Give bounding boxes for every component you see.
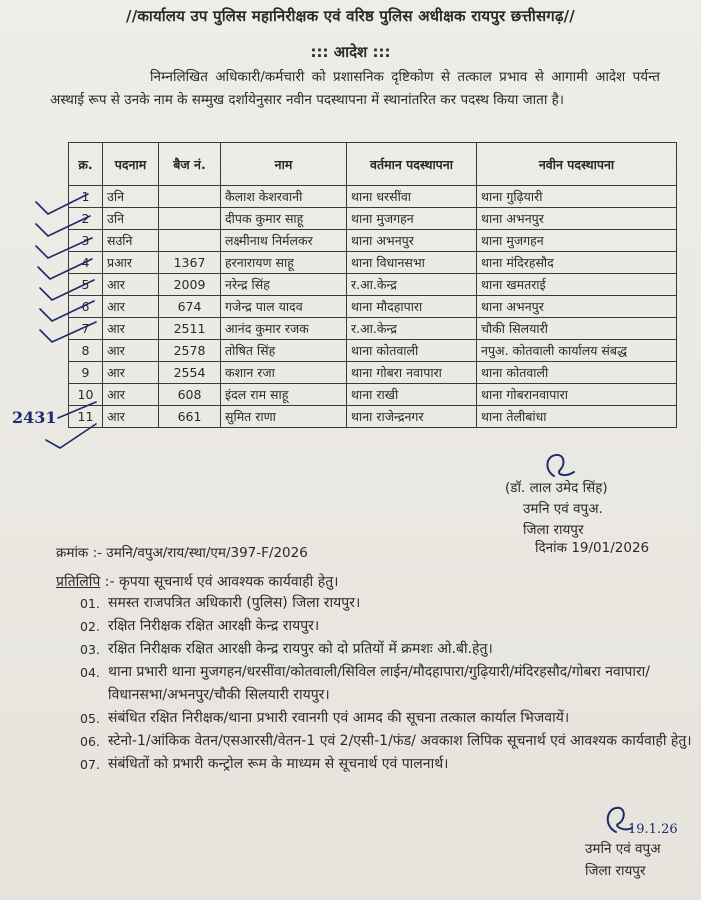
signatory-name: (डॉ. लाल उमेद सिंह) xyxy=(505,480,608,496)
list-item-number: 04. xyxy=(80,665,100,680)
cell-new-posting: थाना कोतवाली xyxy=(477,362,677,384)
cell-current-posting: थाना गोबरा नवापारा xyxy=(347,362,477,384)
col-header-rank: पदनाम xyxy=(103,143,159,186)
cell-current-posting: थाना राजेन्द्रनगर xyxy=(347,406,477,428)
cell-name: कशान रजा xyxy=(221,362,347,384)
list-item-number: 02. xyxy=(80,619,100,634)
table-row xyxy=(69,230,677,252)
footer-handwritten-date: 19.1.26 xyxy=(628,822,678,837)
col-header-new-posting: नवीन पदस्थापना xyxy=(477,143,677,186)
margin-handwritten-number: 2431 xyxy=(12,408,57,427)
cell-sn: 10 xyxy=(69,384,103,406)
cell-rank: आर xyxy=(103,274,159,296)
table-header-row xyxy=(69,143,677,186)
cell-name: लक्ष्मीनाथ निर्मलकर xyxy=(221,230,347,252)
col-header-badge: बैज नं. xyxy=(159,143,221,186)
cell-sn: 2 xyxy=(69,208,103,230)
cell-name: तोषित सिंह xyxy=(221,340,347,362)
footer-designation: उमनि एवं वपुअ xyxy=(585,841,661,857)
signature-block xyxy=(505,478,608,541)
table-row xyxy=(69,362,677,384)
cell-new-posting: थाना अभनपुर xyxy=(477,208,677,230)
copy-to-list xyxy=(80,592,695,776)
list-item-text: संबंधितों को प्रभारी कन्ट्रोल रूम के माध्यम से सूचनार्थ एवं पालनार्थ। xyxy=(108,756,449,772)
cell-current-posting: थाना राखी xyxy=(347,384,477,406)
cell-sn: 5 xyxy=(69,274,103,296)
cell-new-posting: थाना मंदिरहसौद xyxy=(477,252,677,274)
copy-label-rest: :- कृपया सूचनार्थ एवं आवश्यक कार्यवाही हेतु। xyxy=(104,574,339,590)
cell-current-posting: थाना विधानसभा xyxy=(347,252,477,274)
footer-signature-block xyxy=(585,838,661,882)
list-item-number: 07. xyxy=(80,757,100,772)
cell-name: सुमित राणा xyxy=(221,406,347,428)
cell-sn: 3 xyxy=(69,230,103,252)
cell-badge: 661 xyxy=(159,406,221,428)
order-heading: ::: आदेश ::: xyxy=(310,43,391,61)
cell-badge xyxy=(159,208,221,230)
footer-district: जिला रायपुर xyxy=(585,863,646,879)
cell-new-posting: नपुअ. कोतवाली कार्यालय संबद्ध xyxy=(477,340,677,362)
col-header-current-posting: वर्तमान पदस्थापना xyxy=(347,143,477,186)
cell-sn: 8 xyxy=(69,340,103,362)
cell-name: कैलाश केशरवानी xyxy=(221,186,347,208)
cell-name: आनंद कुमार रजक xyxy=(221,318,347,340)
cell-new-posting: थाना अभनपुर xyxy=(477,296,677,318)
list-item xyxy=(80,730,695,753)
table-row xyxy=(69,274,677,296)
list-item-number: 03. xyxy=(80,642,100,657)
cell-rank: आर xyxy=(103,296,159,318)
cell-sn: 1 xyxy=(69,186,103,208)
list-item-text: संबंधित रक्षित निरीक्षक/थाना प्रभारी रवानगी एवं आमद की सूचना तत्काल कार्याल भिजवायें। xyxy=(108,710,570,726)
cell-rank: उनि xyxy=(103,208,159,230)
list-item-text: रक्षित निरीक्षक रक्षित आरक्षी केन्द्र रायपुर को दो प्रतियों में क्रमशः ओ.बी.हेतु। xyxy=(108,641,493,657)
list-item xyxy=(80,707,695,730)
cell-name: दीपक कुमार साहू xyxy=(221,208,347,230)
table-row xyxy=(69,340,677,362)
reference-number: क्रमांक :- उमनि/वपुअ/राय/स्था/एम/397-F/2026 xyxy=(56,545,308,561)
cell-sn: 4 xyxy=(69,252,103,274)
cell-rank: आर xyxy=(103,406,159,428)
list-item xyxy=(80,638,695,661)
cell-current-posting: र.आ.केन्द्र xyxy=(347,274,477,296)
cell-badge: 674 xyxy=(159,296,221,318)
cell-badge: 2554 xyxy=(159,362,221,384)
copy-to-heading xyxy=(56,572,338,591)
table-row xyxy=(69,406,677,428)
cell-rank: आर xyxy=(103,318,159,340)
table-row xyxy=(69,208,677,230)
list-item-number: 06. xyxy=(80,734,100,749)
cell-new-posting: चौकी सिलयारी xyxy=(477,318,677,340)
cell-sn: 7 xyxy=(69,318,103,340)
cell-rank: आर xyxy=(103,362,159,384)
cell-new-posting: थाना तेलीबांधा xyxy=(477,406,677,428)
list-item xyxy=(80,753,695,776)
cell-new-posting: थाना गुढ़ियारी xyxy=(477,186,677,208)
cell-badge: 2578 xyxy=(159,340,221,362)
order-intro-paragraph: निम्नलिखित अधिकारी/कर्मचारी को प्रशासनिक दृष्टिकोण से तत्काल प्रभाव से आगामी आदेश पर्यन्त अस्थाई रूप से उनके नाम के सम्मुख दर्शायेनुसार नवीन पदस्थापना में स्थानांतरित कर पदस्थ किया जाता है। xyxy=(50,69,660,108)
table-row xyxy=(69,186,677,208)
cell-name: गजेन्द्र पाल यादव xyxy=(221,296,347,318)
cell-sn: 6 xyxy=(69,296,103,318)
cell-badge: 608 xyxy=(159,384,221,406)
cell-badge xyxy=(159,186,221,208)
cell-current-posting: र.आ.केन्द्र xyxy=(347,318,477,340)
list-item xyxy=(80,615,695,638)
cell-rank: प्रआर xyxy=(103,252,159,274)
list-item-text: थाना प्रभारी थाना मुजगहन/धरसींवा/कोतवाली/सिविल लाईन/मौदहापारा/गुढ़ियारी/मंदिरहसौद/गोबरा नवापारा/विधानसभा/अभनपुर/चौकी सिलयारी रायपुर। xyxy=(108,664,651,703)
cell-current-posting: थाना मौदहापारा xyxy=(347,296,477,318)
office-title: //कार्यालय उप पुलिस महानिरीक्षक एवं वरिष्ठ पुलिस अधीक्षक रायपुर छत्तीसगढ़// xyxy=(126,7,575,25)
signatory-district: जिला रायपुर xyxy=(523,522,584,538)
cell-sn: 11 xyxy=(69,406,103,428)
cell-badge: 1367 xyxy=(159,252,221,274)
col-header-sn: क्र. xyxy=(69,143,103,186)
cell-rank: सउनि xyxy=(103,230,159,252)
cell-current-posting: थाना कोतवाली xyxy=(347,340,477,362)
list-item xyxy=(80,592,695,615)
cell-new-posting: थाना मुजगहन xyxy=(477,230,677,252)
cell-current-posting: थाना मुजगहन xyxy=(347,208,477,230)
table-row xyxy=(69,252,677,274)
cell-current-posting: थाना अभनपुर xyxy=(347,230,477,252)
reference-date: दिनांक 19/01/2026 xyxy=(535,540,650,556)
cell-rank: उनि xyxy=(103,186,159,208)
list-item-text: रक्षित निरीक्षक रक्षित आरक्षी केन्द्र रायपुर। xyxy=(108,618,320,634)
signatory-designation: उमनि एवं वपुअ. xyxy=(523,501,603,517)
copy-label: प्रतिलिपि xyxy=(56,574,101,590)
cell-new-posting: थाना खमतराई xyxy=(477,274,677,296)
list-item-number: 01. xyxy=(80,596,100,611)
cell-new-posting: थाना गोबरानवापारा xyxy=(477,384,677,406)
cell-badge: 2009 xyxy=(159,274,221,296)
cell-badge: 2511 xyxy=(159,318,221,340)
table-row xyxy=(69,384,677,406)
list-item xyxy=(80,661,695,707)
cell-name: हरनारायण साहू xyxy=(221,252,347,274)
list-item-text: समस्त राजपत्रित अधिकारी (पुलिस) जिला रायपुर। xyxy=(108,595,361,611)
cell-name: इंदल राम साहू xyxy=(221,384,347,406)
posting-table xyxy=(68,142,677,428)
table-row xyxy=(69,318,677,340)
handwritten-tick-marks xyxy=(0,0,120,450)
cell-badge xyxy=(159,230,221,252)
cell-rank: आर xyxy=(103,384,159,406)
list-item-text: स्टेनो-1/आंकिक वेतन/एसआरसी/वेतन-1 एवं 2/एसी-1/फंड/ अवकाश लिपिक सूचनार्थ एवं आवश्यक कार्यवाही हेतु। xyxy=(108,733,692,749)
cell-rank: आर xyxy=(103,340,159,362)
col-header-name: नाम xyxy=(221,143,347,186)
table-row xyxy=(69,296,677,318)
cell-name: नरेन्द्र सिंह xyxy=(221,274,347,296)
cell-current-posting: थाना धरसींवा xyxy=(347,186,477,208)
cell-sn: 9 xyxy=(69,362,103,384)
list-item-number: 05. xyxy=(80,711,100,726)
